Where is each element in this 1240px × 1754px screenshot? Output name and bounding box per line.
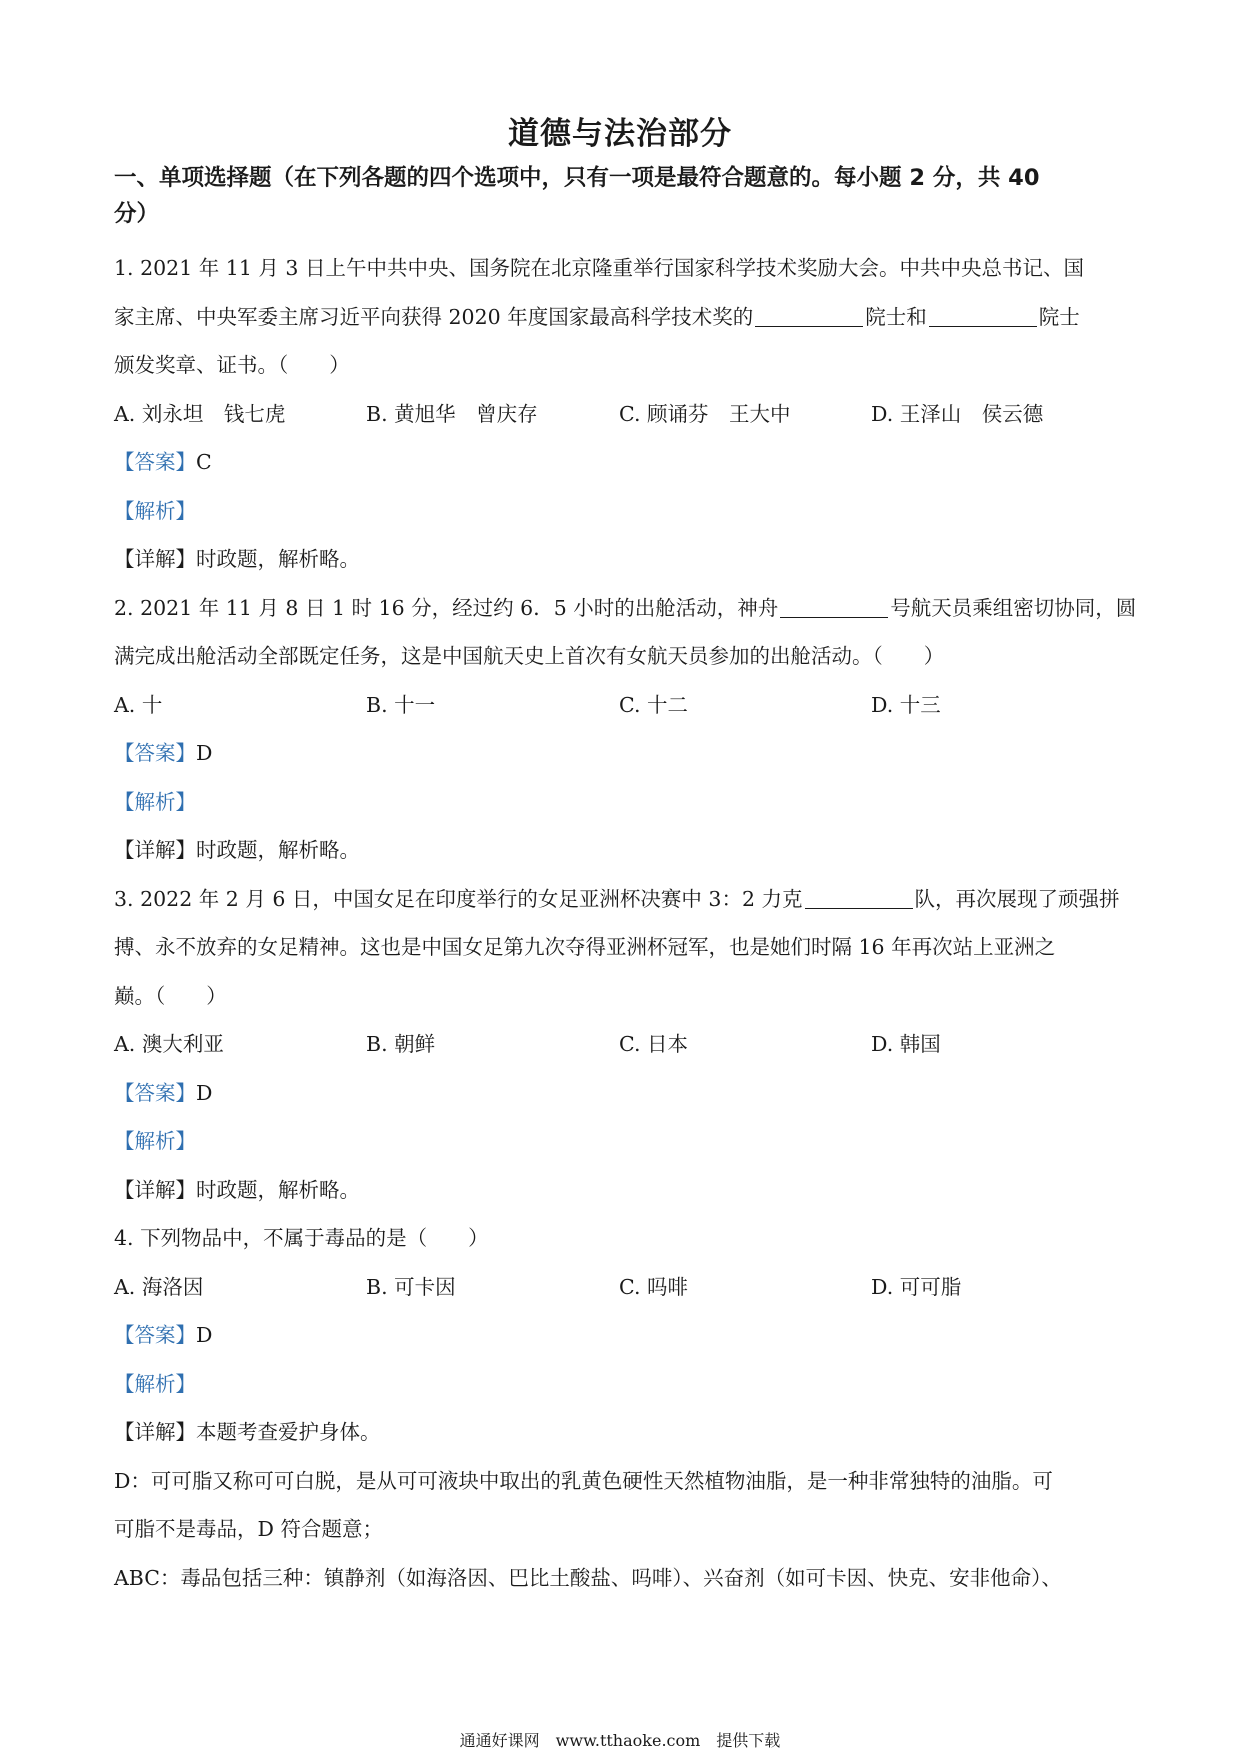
detail-line — [114, 1166, 1130, 1215]
explanation-line: D：可可脂又称可可白脱，是从可可液块中取出的乳黄色硬性天然植物油脂，是一种非常独特的油脂。可 — [114, 1468, 1053, 1493]
option-a: A. 十 — [114, 692, 163, 717]
question-list — [114, 244, 1137, 1602]
analysis-line — [114, 778, 1130, 827]
option-a: A. 刘永坦 钱七虎 — [114, 401, 286, 426]
stem-text: 家主席、中央军委主席习近平向获得 2020 年度国家最高科学技术奖的 — [114, 304, 754, 329]
question-options — [114, 390, 1130, 439]
answer-label: 【答案】 — [114, 1080, 196, 1105]
option-d: D. 可可脂 — [871, 1274, 962, 1299]
question-4 — [114, 1214, 1130, 1602]
question-stem — [114, 293, 1130, 342]
detail-text: 时政题，解析略。 — [196, 547, 360, 571]
section-heading — [114, 160, 1134, 232]
fill-blank — [780, 595, 888, 618]
answer-value: D — [196, 741, 213, 765]
section-heading-line-2: 分） — [114, 201, 160, 227]
question-stem: 巅。（ ） — [114, 983, 227, 1008]
option-b: B. 黄旭华 曾庆存 — [366, 401, 538, 426]
answer-line — [114, 1069, 1130, 1118]
answer-line — [114, 729, 1130, 778]
question-stem: 搏、永不放弃的女足精神。这也是中国女足第九次夺得亚洲杯冠军，也是她们时隔 16 年再次站上亚洲之 — [114, 935, 1056, 959]
detail-label: 【详解】 — [114, 1177, 196, 1202]
analysis-label: 【解析】 — [114, 498, 196, 523]
analysis-label: 【解析】 — [114, 1129, 196, 1153]
detail-line — [114, 1408, 1130, 1457]
option-b: B. 十一 — [366, 692, 436, 717]
section-heading-line-1: 一、单项选择题（在下列各题的四个选项中，只有一项是最符合题意的。每小题 2 分，共 40 — [114, 165, 1040, 191]
detail-text: 本题考查爱护身体。 — [196, 1420, 381, 1444]
question-1 — [114, 244, 1130, 584]
page-footer: 通通好课网 www.tthaoke.com 提供下载 — [459, 1731, 781, 1750]
option-c: C. 顾诵芬 王大中 — [619, 401, 791, 426]
stem-text: 号航天员乘组密切协同，圆 — [890, 595, 1137, 620]
question-stem — [114, 584, 1137, 633]
question-2 — [114, 584, 1137, 875]
stem-text: 院士和 — [865, 304, 927, 329]
detail-line — [114, 826, 1130, 875]
stem-text: 3. 2022 年 2 月 6 日，中国女足在印度举行的女足亚洲杯决赛中 3：2 力克 — [114, 886, 803, 911]
stem-text: 院士 — [1038, 304, 1080, 329]
analysis-label: 【解析】 — [114, 789, 196, 814]
answer-label: 【答案】 — [114, 1323, 196, 1347]
option-b: B. 朝鲜 — [366, 1032, 436, 1056]
analysis-line — [114, 1117, 1130, 1166]
analysis-line — [114, 1360, 1130, 1409]
question-stem — [114, 875, 1130, 924]
answer-label: 【答案】 — [114, 450, 196, 474]
option-a: A. 澳大利亚 — [114, 1032, 224, 1056]
analysis-label: 【解析】 — [114, 1371, 196, 1396]
option-d: D. 十三 — [871, 692, 941, 717]
detail-text: 时政题，解析略。 — [196, 838, 360, 862]
question-options — [114, 681, 1130, 730]
answer-line — [114, 438, 1130, 487]
fill-blank — [755, 304, 863, 327]
option-c: C. 吗啡 — [619, 1274, 688, 1299]
answer-value: D — [196, 1323, 213, 1347]
explanation-line: ABC：毒品包括三种：镇静剂（如海洛因、巴比土酸盐、吗啡）、兴奋剂（如可卡因、快克、安非他命）、 — [114, 1565, 1062, 1590]
option-c: C. 日本 — [619, 1032, 688, 1056]
option-c: C. 十二 — [619, 692, 688, 717]
question-3 — [114, 875, 1130, 1215]
fill-blank — [805, 886, 913, 909]
option-b: B. 可卡因 — [366, 1274, 456, 1299]
option-d: D. 王泽山 侯云德 — [871, 401, 1044, 426]
answer-value: C — [196, 450, 212, 474]
stem-text: 2. 2021 年 11 月 8 日 1 时 16 分，经过约 6．5 小时的出舱活动，神舟 — [114, 595, 779, 620]
stem-text: 队，再次展现了顽强拼 — [914, 886, 1120, 911]
page-title: 道德与法治部分 — [508, 116, 732, 152]
question-options — [114, 1020, 1130, 1069]
detail-line — [114, 535, 1130, 584]
explanation-line: 可脂不是毒品，D 符合题意； — [114, 1517, 383, 1541]
answer-line — [114, 1311, 1130, 1360]
detail-label: 【详解】 — [114, 838, 196, 862]
detail-label: 【详解】 — [114, 547, 196, 571]
answer-value: D — [196, 1080, 213, 1105]
question-stem: 4. 下列物品中，不属于毒品的是（ ） — [114, 1226, 489, 1250]
option-d: D. 韩国 — [871, 1032, 941, 1056]
question-stem: 颁发奖章、证书。（ ） — [114, 353, 350, 377]
fill-blank — [929, 304, 1037, 327]
detail-text: 时政题，解析略。 — [196, 1177, 360, 1202]
question-stem: 满完成出舱活动全部既定任务，这是中国航天史上首次有女航天员参加的出舱活动。（ ） — [114, 644, 945, 668]
option-a: A. 海洛因 — [114, 1274, 204, 1299]
answer-label: 【答案】 — [114, 741, 196, 765]
analysis-line — [114, 487, 1130, 536]
question-options — [114, 1263, 1130, 1312]
detail-label: 【详解】 — [114, 1420, 196, 1444]
question-stem: 1. 2021 年 11 月 3 日上午中共中央、国务院在北京隆重举行国家科学技术奖励大会。中共中央总书记、国 — [114, 256, 1084, 280]
